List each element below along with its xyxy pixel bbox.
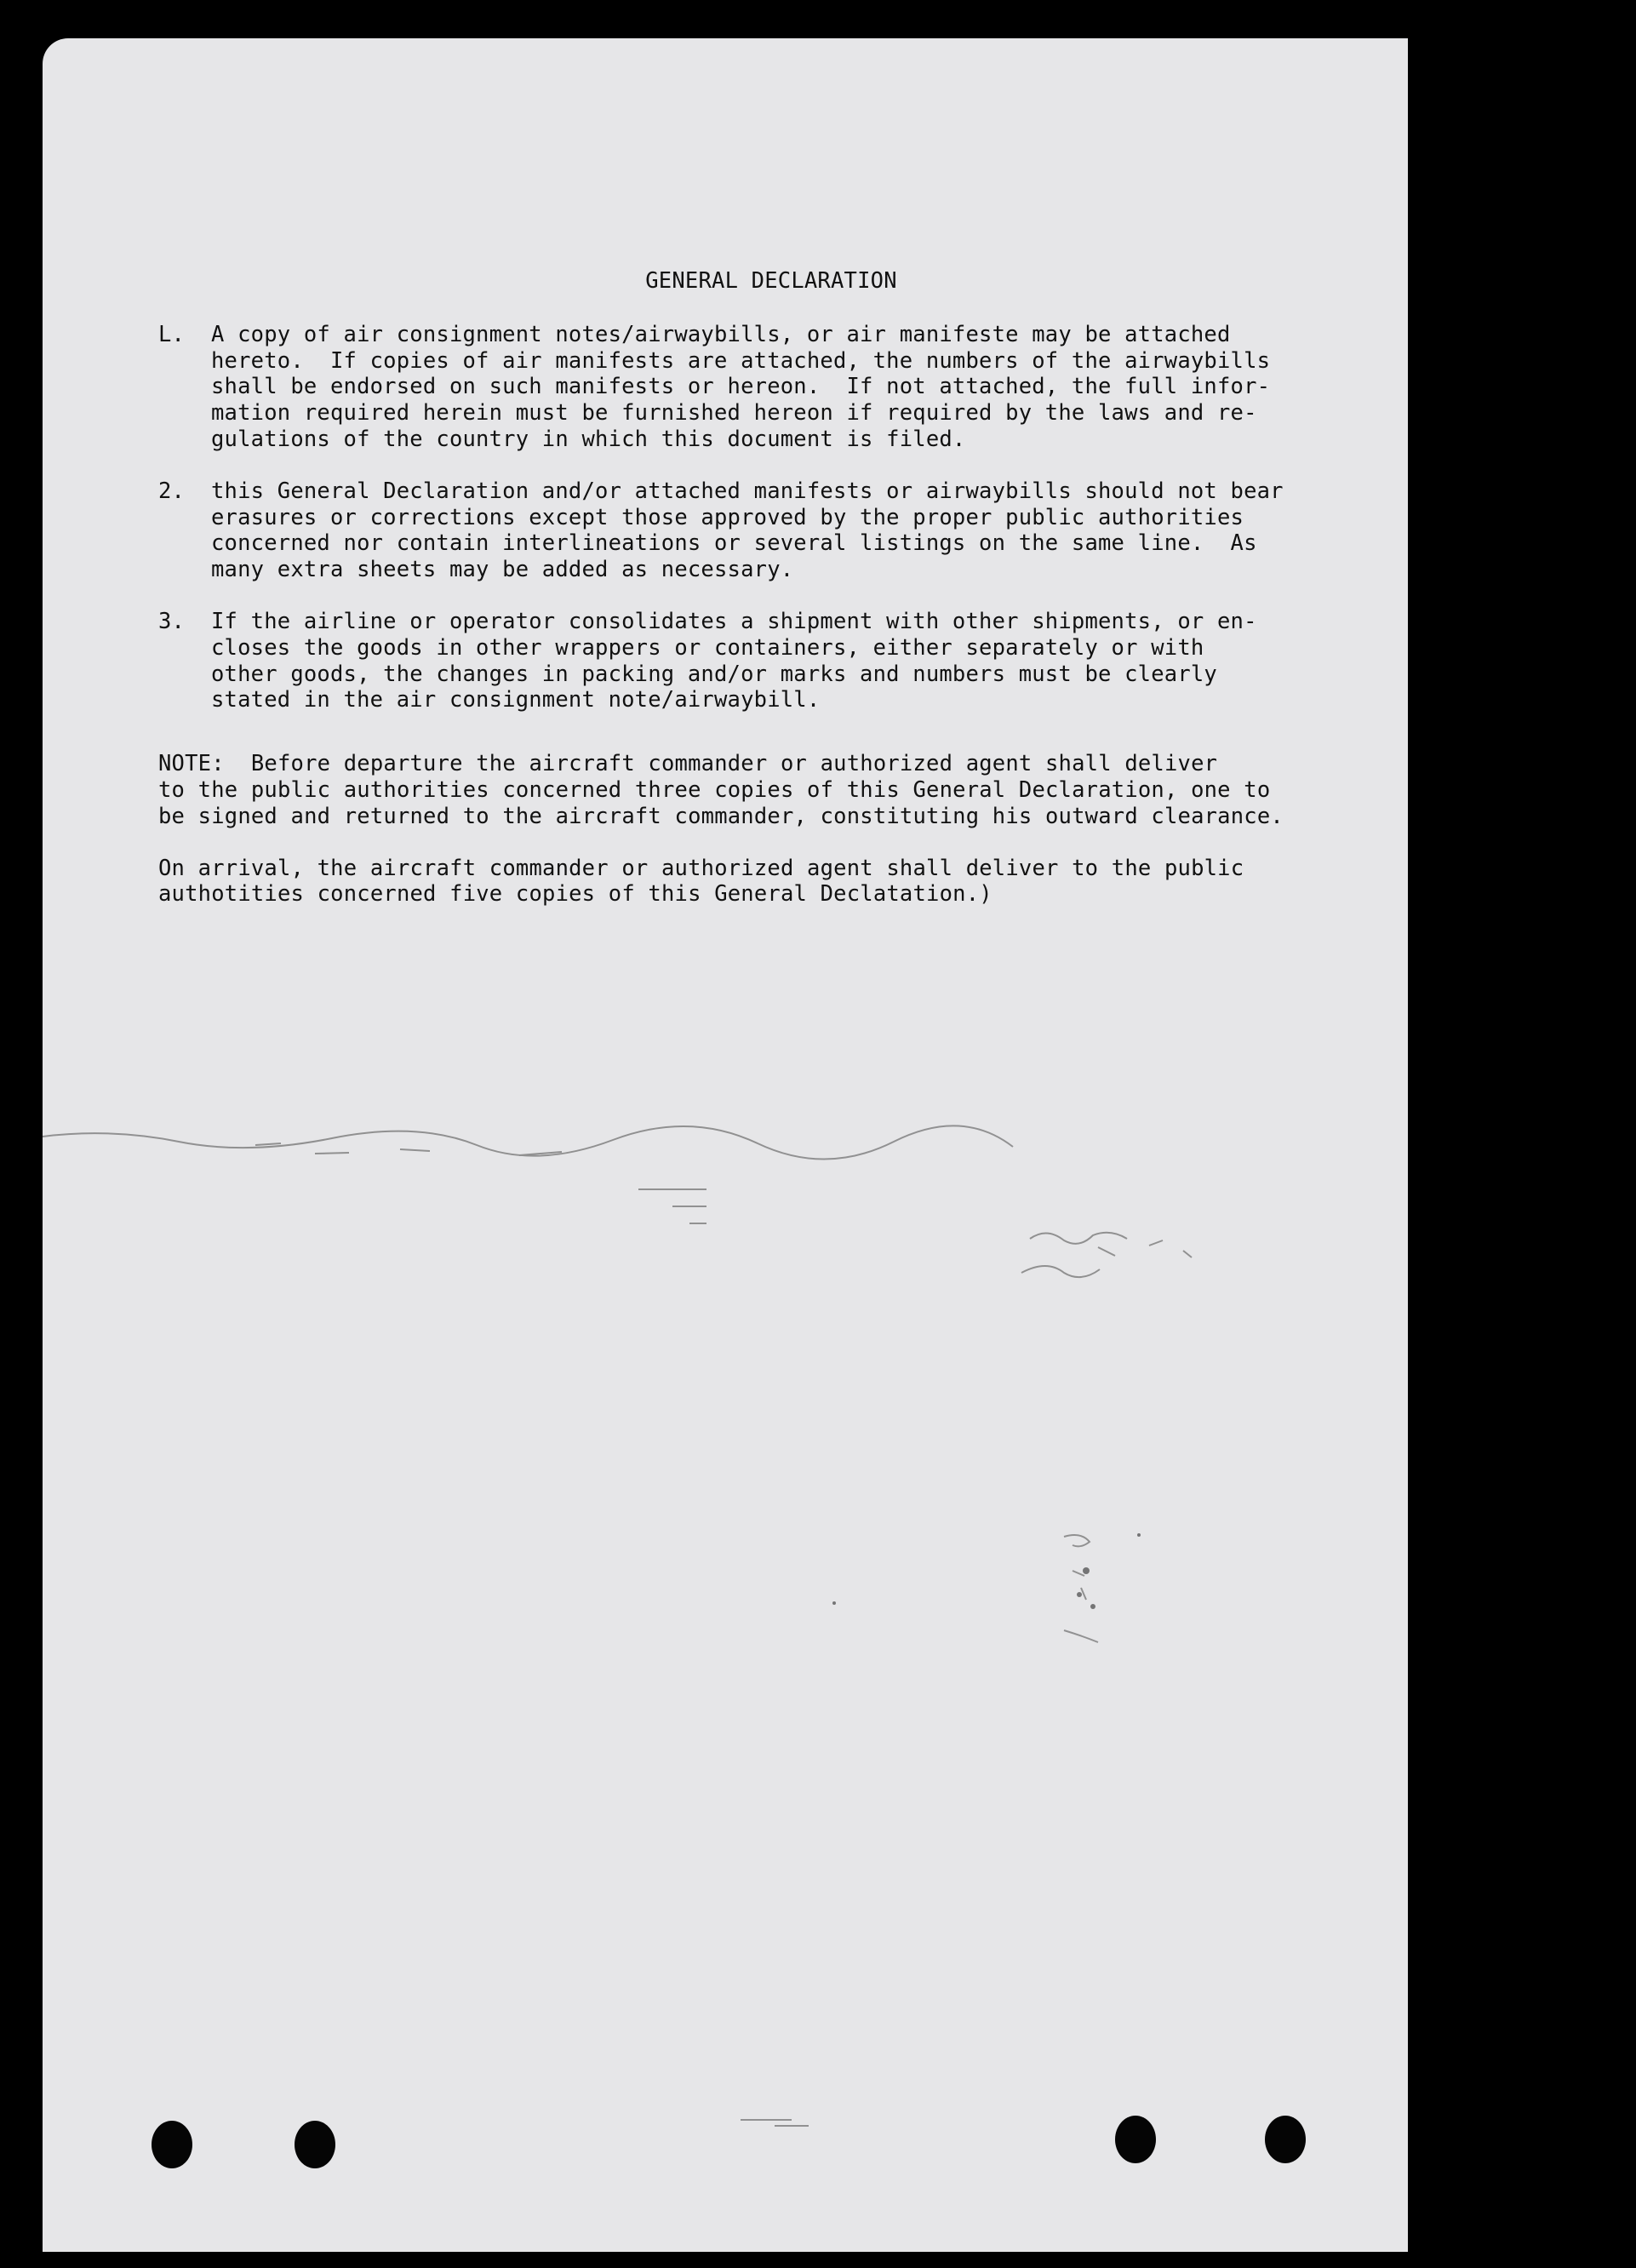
text-line: NOTE: Before departure the aircraft commander or authorized agent shall deliver [158, 751, 1218, 777]
text-line: other goods, the changes in packing and/or marks and numbers must be clearly [211, 661, 1217, 687]
punch-hole [152, 2121, 192, 2168]
punch-hole [1115, 2116, 1156, 2163]
item-number: 2. [158, 478, 186, 504]
item-text [211, 478, 1367, 583]
text-line: many extra sheets may be added as necessary. [211, 557, 794, 583]
text-line: On arrival, the aircraft commander or authorized agent shall deliver to the public [158, 855, 1244, 881]
punch-hole [295, 2121, 335, 2168]
list-item-1 [158, 322, 1367, 453]
document-title: GENERAL DECLARATION [645, 268, 897, 294]
text-line: A copy of air consignment notes/airwaybills, or air manifeste may be attached [211, 321, 1231, 347]
text-line: stated in the air consignment note/airwaybill. [211, 687, 821, 713]
arrival-paragraph [158, 856, 1367, 908]
text-line: concerned nor contain interlineations or several listings on the same line. As [211, 530, 1257, 557]
text-line: If the airline or operator consolidates a shipment with other shipments, or en- [211, 608, 1257, 634]
document-body [158, 268, 1367, 908]
text-line: mation required herein must be furnished hereon if required by the laws and re- [211, 400, 1257, 427]
item-number: 3. [158, 608, 186, 634]
text-line: this General Declaration and/or attached manifests or airwaybills should not bear [211, 478, 1284, 504]
note-paragraph [158, 751, 1367, 829]
list-item-2 [158, 478, 1367, 583]
document-page [43, 38, 1408, 2252]
text-line: to the public authorities concerned three copies of this General Declaration, one to [158, 776, 1271, 803]
text-line: closes the goods in other wrappers or containers, either separately or with [211, 634, 1204, 661]
list-item-3 [158, 609, 1367, 713]
text-line: gulations of the country in which this document is filed. [211, 426, 966, 452]
item-number: L. [158, 321, 186, 347]
text-line: hereto. If copies of air manifests are attached, the numbers of the airwaybills [211, 347, 1271, 374]
text-line: be signed and returned to the aircraft commander, constituting his outward clearance. [158, 803, 1284, 829]
punch-hole [1265, 2116, 1306, 2163]
text-line: authotities concerned five copies of this General Declatation.) [158, 881, 992, 908]
text-line: shall be endorsed on such manifests or hereon. If not attached, the full infor- [211, 374, 1271, 400]
item-text [211, 609, 1367, 713]
text-line: erasures or corrections except those approved by the proper public authorities [211, 504, 1244, 530]
item-text [211, 322, 1367, 453]
